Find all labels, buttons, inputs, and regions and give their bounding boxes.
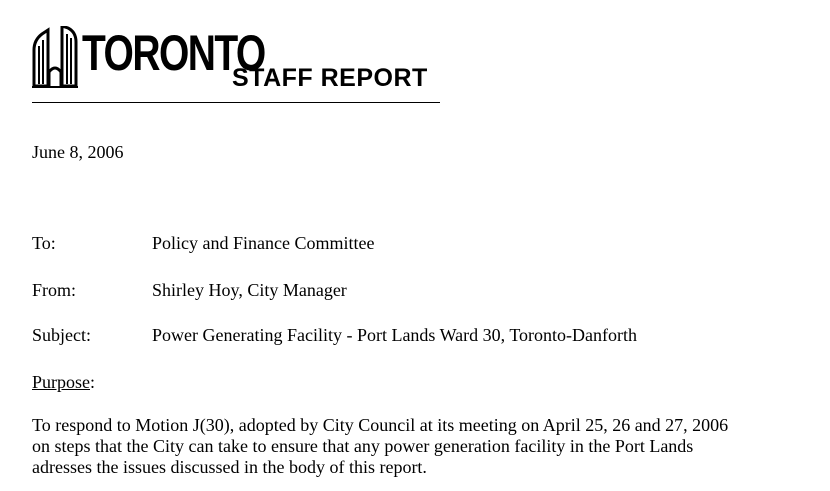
from-value: Shirley Hoy, City Manager — [152, 280, 347, 300]
city-hall-logo-icon — [32, 26, 78, 88]
header-divider — [32, 102, 440, 103]
purpose-heading-text: Purpose — [32, 372, 90, 392]
purpose-line: adresses the issues discussed in the body of this report. — [32, 457, 427, 477]
from-label: From: — [32, 280, 77, 300]
purpose-paragraph — [32, 415, 822, 478]
toronto-logo-wordmark: TORONTO — [82, 25, 265, 81]
to-label: To: — [32, 233, 56, 253]
purpose-heading — [32, 371, 95, 393]
to-value: Policy and Finance Committee — [152, 233, 375, 253]
report-date: June 8, 2006 — [32, 142, 124, 162]
subject-label: Subject: — [32, 325, 91, 345]
subject-value: Power Generating Facility - Port Lands Ward 30, Toronto-Danforth — [152, 325, 638, 345]
report-type-title: STAFF REPORT — [232, 64, 428, 92]
purpose-line: on steps that the City can take to ensure that any power generation facility in the Port Lands — [32, 436, 694, 456]
letterhead — [32, 18, 442, 108]
purpose-line: To respond to Motion J(30), adopted by City Council at its meeting on April 25, 26 and 27, 2006 — [32, 415, 729, 435]
purpose-heading-colon: : — [90, 372, 96, 392]
